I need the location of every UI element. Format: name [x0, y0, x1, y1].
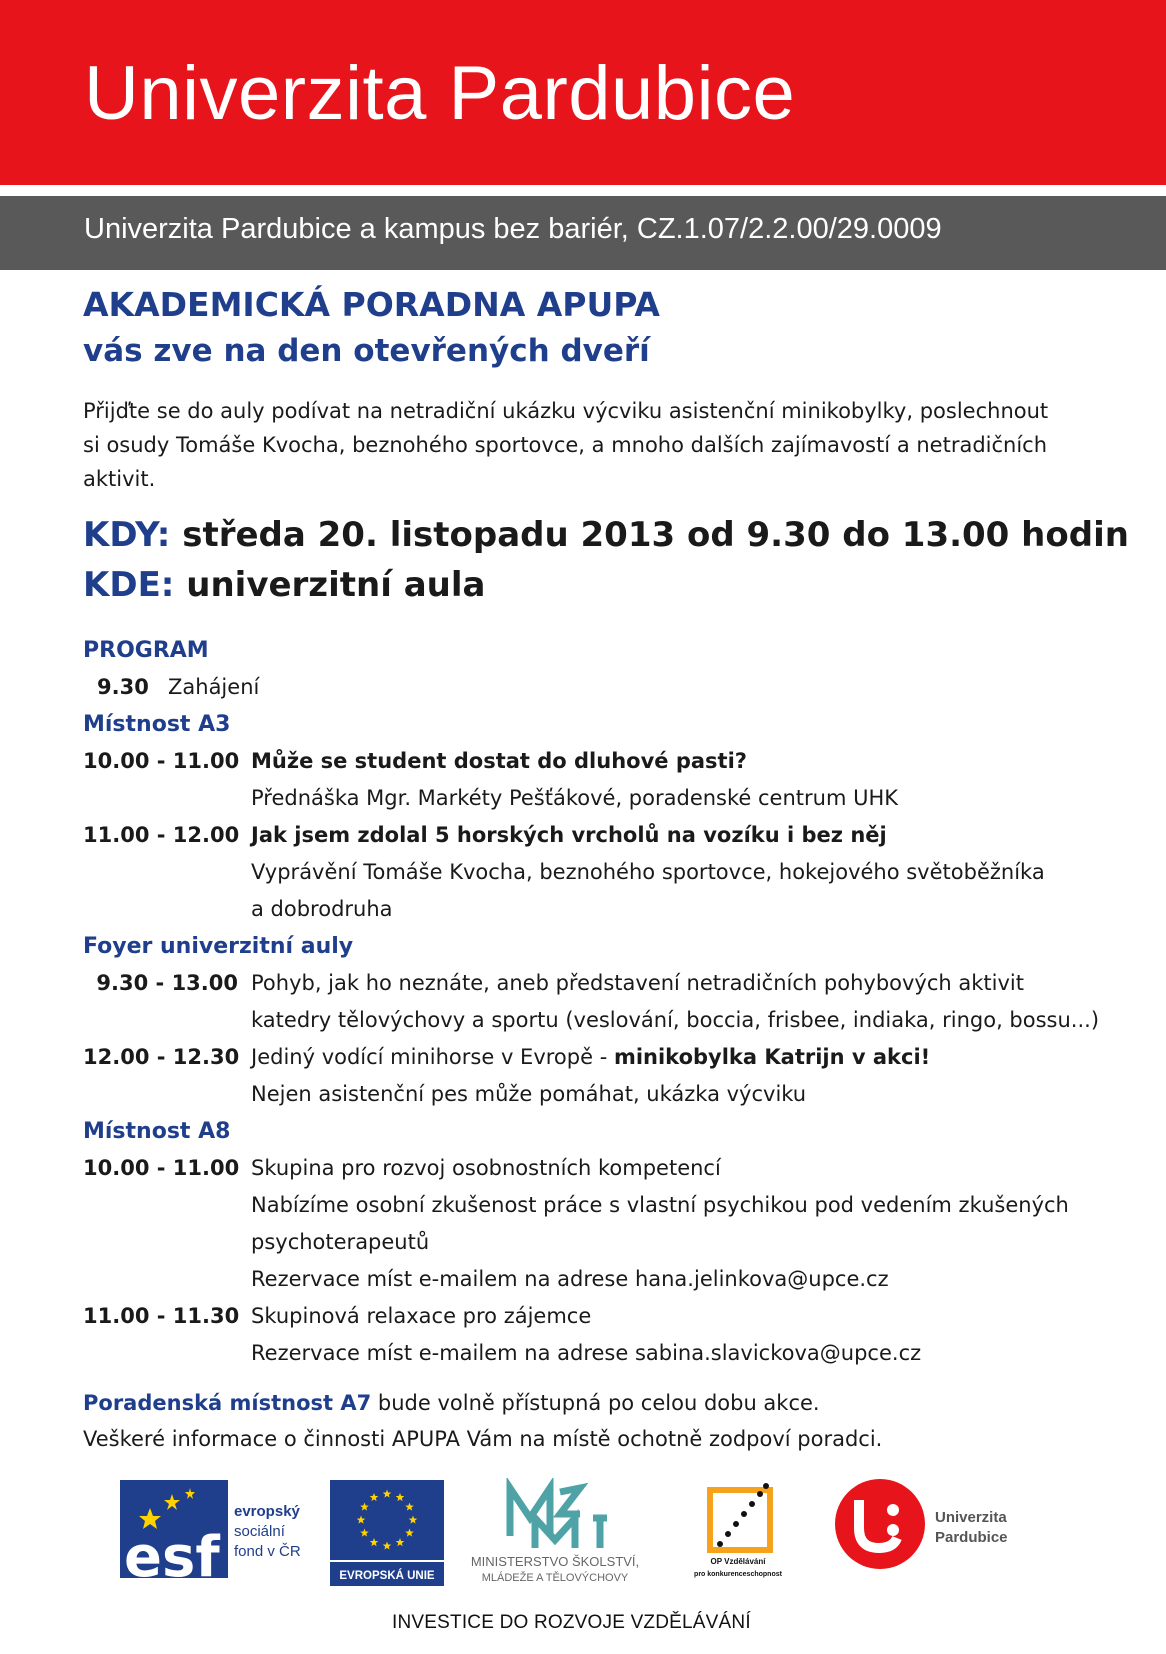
esf-text-line: fond v ČR: [234, 1543, 301, 1560]
where-value: univerzitní aula: [186, 565, 486, 605]
schedule-title-highlight: minikobylka Katrijn v akci!: [613, 1045, 931, 1069]
schedule-detail: Vyprávění Tomáše Kvocha, beznohého sportovce, hokejového světoběžníka: [251, 860, 1045, 884]
schedule-row: [83, 1298, 1133, 1335]
intro-line: aktivit.: [83, 467, 156, 491]
schedule-detail-row: [83, 1187, 1133, 1224]
schedule-detail-row: [83, 1076, 1133, 1113]
schedule-detail-row: [83, 1261, 1133, 1298]
schedule-detail-row: [83, 854, 1133, 891]
when-value: středa 20. listopadu 2013 od 9.30 do 13.00 hodin: [182, 515, 1129, 555]
section-heading: Místnost A3: [83, 712, 231, 737]
schedule-detail: Rezervace míst e-mailem na adrese hana.jelinkova@upce.cz: [251, 1267, 889, 1291]
section-heading: Místnost A8: [83, 1119, 231, 1144]
intro-paragraph: [83, 394, 1083, 496]
svg-text:esf: esf: [124, 1525, 220, 1590]
schedule-title: Jak jsem zdolal 5 horských vrcholů na vozíku i bez něj: [251, 823, 887, 847]
where-row: [83, 560, 1129, 610]
closing-notes: [83, 1385, 882, 1457]
page-title: AKADEMICKÁ PORADNA APUPA: [83, 285, 660, 324]
eu-flag-logo: [330, 1480, 450, 1588]
schedule-time: 9.30 - 13.00: [96, 971, 238, 995]
investice-caption: INVESTICE DO ROZVOJE VZDĚLÁVÁNÍ: [392, 1612, 751, 1633]
op-line: pro konkurenceschopnost: [694, 1571, 782, 1578]
schedule-detail: a dobrodruha: [251, 897, 393, 921]
schedule-detail: Nabízíme osobní zkušenost práce s vlastní psychikou pod vedením zkušených: [251, 1193, 1069, 1217]
section-heading: Foyer univerzitní auly: [83, 934, 354, 959]
schedule-row: [83, 965, 1133, 1002]
schedule-title: Může se student dostat do dluhové pasti?: [251, 749, 747, 773]
schedule-time: 10.00 - 11.00: [83, 1156, 240, 1180]
schedule-row: [83, 817, 1133, 854]
schedule-detail: Rezervace míst e-mailem na adrese sabina.slavickova@upce.cz: [251, 1341, 922, 1365]
schedule-time: 11.00 - 12.00: [83, 823, 240, 847]
room-label: Poradenská místnost A7: [83, 1391, 372, 1415]
header-banner: [0, 0, 1166, 185]
intro-line: Přijďte se do auly podívat na netradiční ukázku výcviku asistenční minikobylky, poslechnout: [83, 399, 1049, 423]
intro-line: si osudy Tomáše Kvocha, beznohého sportovce, a mnoho dalších zajímavostí a netradičních: [83, 433, 1048, 457]
schedule-time: 10.00 - 11.00: [83, 749, 240, 773]
page-subtitle: vás zve na den otevřených dveří: [83, 333, 650, 369]
schedule-title-prefix: Jediný vodící minihorse v Evropě -: [251, 1045, 614, 1069]
msmt-line: MLÁDEŽE A TĚLOVÝCHOVY: [481, 1572, 629, 1584]
schedule-detail-row: [83, 1224, 1133, 1261]
schedule-detail-row: [83, 780, 1133, 817]
schedule-time: 12.00 - 12.30: [83, 1045, 240, 1069]
invitation-block: [83, 282, 1103, 496]
schedule-detail-row: [83, 1335, 1133, 1372]
when-label: KDY:: [83, 515, 171, 555]
schedule-detail-row: [83, 891, 1133, 928]
schedule-text: Zahájení: [168, 675, 260, 699]
project-subtitle: Univerzita Pardubice a kampus bez bariér, CZ.1.07/2.2.00/29.0009: [84, 213, 942, 245]
esf-text-line: sociální: [234, 1523, 285, 1540]
program-title: PROGRAM: [83, 638, 209, 663]
schedule-row: [83, 669, 1133, 706]
room-note: [83, 1385, 882, 1421]
eu-label: EVROPSKÁ UNIE: [339, 1570, 435, 1582]
schedule-row: [83, 1150, 1133, 1187]
schedule-title: Skupina pro rozvoj osobnostních kompetencí: [251, 1156, 721, 1180]
upce-line: Univerzita: [935, 1509, 1007, 1526]
esf-text-line: evropský: [234, 1503, 300, 1520]
msmt-line: MINISTERSTVO ŠKOLSTVÍ,: [470, 1554, 640, 1569]
info-note: Veškeré informace o činnosti APUPA Vám na místě ochotně zodpoví poradci.: [83, 1427, 883, 1451]
schedule-row: [83, 743, 1133, 780]
upce-logo: [835, 1476, 1035, 1576]
schedule-time: 9.30: [97, 675, 149, 699]
where-label: KDE:: [83, 565, 175, 605]
schedule-title: Skupinová relaxace pro zájemce: [251, 1304, 592, 1328]
op-vk-logo: [690, 1476, 800, 1588]
schedule-detail: Nejen asistenční pes může pomáhat, ukázka výcviku: [251, 1082, 807, 1106]
esf-logo: [120, 1480, 320, 1590]
university-title: Univerzita Pardubice: [84, 51, 796, 136]
schedule-detail-row: [83, 1002, 1133, 1039]
project-band: [0, 196, 1166, 270]
schedule-detail: psychoterapeutů: [251, 1230, 430, 1254]
room-text: bude volně přístupná po celou dobu akce.: [371, 1391, 820, 1415]
schedule-detail: katedry tělovýchovy a sportu (veslování, boccia, frisbee, indiaka, ringo, bossu...): [251, 1008, 1100, 1032]
schedule-detail: Přednáška Mgr. Markéty Pešťákové, poradenské centrum UHK: [251, 786, 899, 810]
program-schedule: [83, 632, 1133, 1372]
schedule-title: [251, 1039, 930, 1076]
schedule-row: [83, 1039, 1133, 1076]
event-when-where: [83, 510, 1129, 610]
msmt-logo: [455, 1478, 660, 1588]
schedule-title: Pohyb, jak ho neznáte, aneb představení netradičních pohybových aktivit: [251, 971, 1024, 995]
when-row: [83, 510, 1129, 560]
upce-line: Pardubice: [935, 1529, 1008, 1546]
op-line: OP Vzdělávání: [710, 1557, 766, 1566]
schedule-time: 11.00 - 11.30: [83, 1304, 240, 1328]
